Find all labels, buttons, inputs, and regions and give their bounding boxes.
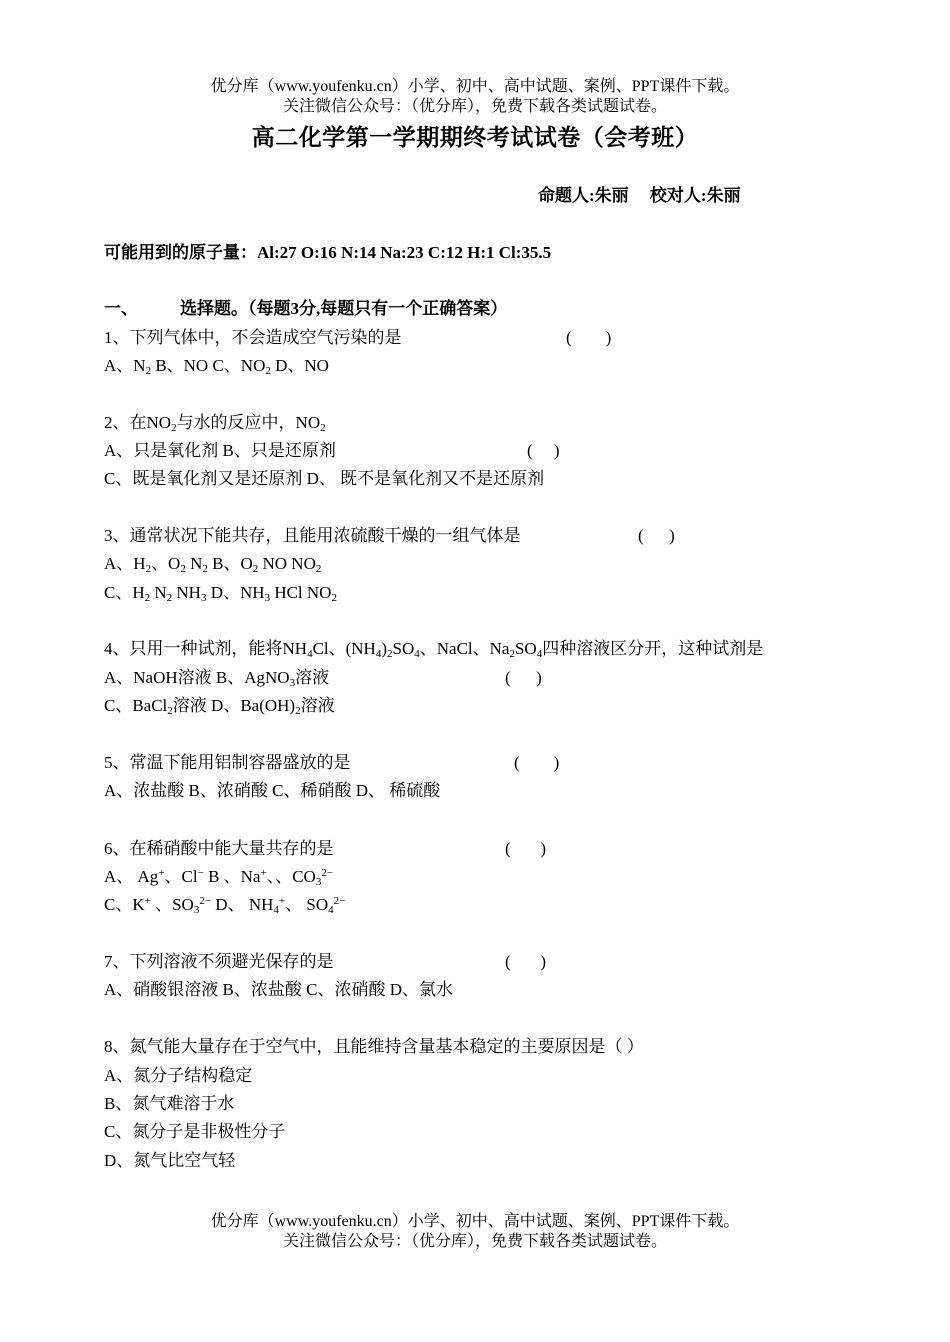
question-8-option-b: B、氮气难溶于水 [104, 1094, 235, 1113]
question-3-answer-paren: ( ) [638, 526, 675, 545]
question-6-options-cd: C、K+ 、$SO_3^{2-}$ D、 $NH_4^+$、 $SO_4^{2-}$ [104, 895, 346, 916]
exam-authors: 命题人:朱丽 校对人:朱丽 [538, 186, 741, 205]
question-5-stem: 5、常温下能用铝制容器盛放的是 [104, 753, 351, 772]
question-6-options-ab: A、 Ag+、Cl− B 、Na+、、$CO_3^{2-}$ [104, 867, 334, 888]
question-1-options: A、$N_2$ B、NO C、$NO_2$ D、NO [104, 356, 329, 377]
question-8-stem: 8、氮气能大量存在于空气中，且能维持含量基本稳定的主要原因是（ ） [104, 1037, 644, 1056]
question-5-answer-paren: ( ) [514, 753, 560, 772]
footer-line-2: 关注微信公众号：（优分库），免费下载各类试题试卷。 [282, 1233, 667, 1250]
question-6-stem: 6、在稀硝酸中能大量共存的是 [104, 839, 334, 858]
question-4-stem: 4、只用一种试剂，能将$NH_4Cl$、$(NH_4)_2SO_4$、NaCl、$Na_2SO_4$四种溶液区分开，这种试剂是 [104, 639, 764, 660]
question-7-answer-paren: ( ) [505, 952, 547, 971]
header-line-1: 优分库（www.youfenku.cn）小学、初中、高中试题、案例、PPT课件下载。 [210, 78, 740, 95]
question-6-answer-paren: ( ) [505, 839, 547, 858]
question-7-options: A、硝酸银溶液 B、浓盐酸 C、浓硝酸 D、氯水 [104, 980, 453, 999]
section-title: 选择题。（每题3分,每题只有一个正确答案） [180, 299, 508, 318]
question-8-option-c: C、氮分子是非极性分子 [104, 1122, 286, 1141]
question-5-options: A、浓盐酸 B、浓硝酸 C、稀硝酸 D、 稀硫酸 [104, 781, 441, 800]
question-3-stem: 3、通常状况下能共存，且能用浓硫酸干燥的一组气体是 [104, 526, 521, 545]
question-2-options-cd: C、既是氧化剂又是还原剂 D、 既不是氧化剂又不是还原剂 [104, 469, 545, 488]
section-number: 一、 [104, 299, 138, 318]
footer-line-1: 优分库（www.youfenku.cn）小学、初中、高中试题、案例、PPT课件下载。 [210, 1213, 740, 1230]
question-4-answer-paren: ( ) [505, 668, 542, 687]
question-8-option-d: D、氮气比空气轻 [104, 1151, 236, 1170]
exam-title: 高二化学第一学期期终考试试卷（会考班） [251, 125, 699, 150]
question-3-options-cd: C、$H_2$ $N_2$ $NH_3$ D、$NH_3$ HCl $NO_2$ [104, 583, 337, 604]
question-4-options-ab: A、NaOH溶液 B、AgNO$_3$溶液 [104, 668, 330, 689]
question-1-answer-paren: ( ) [566, 328, 612, 347]
question-3-options-ab: A、$H_2$、$O_2$ $N_2$ B、$O_2$ NO $NO_2$ [104, 554, 322, 575]
question-8-option-a: A、氮分子结构稳定 [104, 1066, 253, 1085]
question-4-options-cd: C、BaCl$_2$溶液 D、$Ba(OH)_2$溶液 [104, 696, 335, 717]
header-line-2: 关注微信公众号：（优分库），免费下载各类试题试卷。 [282, 98, 667, 115]
question-1-stem: 1、下列气体中，不会造成空气污染的是 [104, 328, 402, 347]
atomic-masses: 可能用到的原子量：Al:27 O:16 N:14 Na:23 C:12 H:1 Cl:35.5 [104, 243, 552, 262]
question-7-stem: 7、下列溶液不须避光保存的是 [104, 952, 334, 971]
question-2-answer-paren: ( ) [527, 441, 560, 460]
question-2-options-ab: A、只是氧化剂 B、只是还原剂 [104, 441, 336, 460]
question-2-stem: 2、在$NO_2$与水的反应中，$NO_2$ [104, 413, 326, 434]
